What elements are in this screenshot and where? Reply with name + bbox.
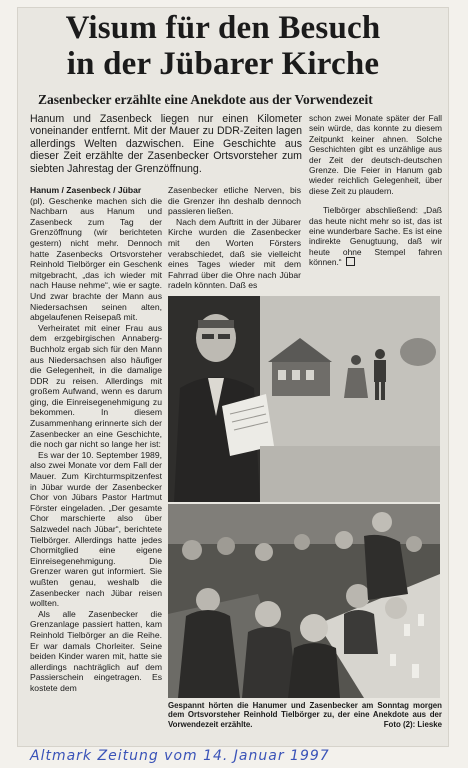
paragraph: Es war der 10. September 1989, also zwei Monate vor dem Fall der Mauer. Zum Kirchturmspitzenfest in Jübar wurde der Zasenbecker Chor von Jübars Pastor Hartmut Förster eingeladen. „Der gesamte Chor marschierte also über Salzwedel nach Jübar“, berichtete Tielbörger. Allerdings hatte jedes Chormitglied eine eigene Einreisegenehmigung. Die Grenzer waren gut informiert. Sie wußten genau, weshalb die Zasenbecker nach Jübar reisen wollten. xyxy=(30,449,162,609)
dateline: Hanum / Zasenbeck / Jübar xyxy=(30,185,142,195)
photo-speaker-image xyxy=(168,296,440,502)
column-2 xyxy=(168,185,301,291)
headline-line-1: Visum für den Besuch xyxy=(65,10,381,46)
column-1 xyxy=(30,185,162,694)
paragraph-text: (pl). Geschenke machen sich die Nachbarn aus Hanum und Zasenbeck zum Tag der Grenzöffnung (wir berichteten gestern) nicht mehr. Dennoch hatte Zasenbecks Ortsvorsteher Reinhold Tielbörger ein Geschenk mitgebracht, „das ich wieder mit nach Hause nehme“, wie er sagte. Und zwar brachte der Mann aus Niedersachsen seinen alten, abgelaufenen Reisepaß mit. xyxy=(30,195,162,323)
photo-caption xyxy=(168,701,442,729)
subheadline: Zasenbecker erzählte eine Anekdote aus der Vorwendezeit xyxy=(38,92,373,107)
paragraph: Als alle Zasenbecker die Grenzanlage passiert hatten, kam Reinhold Tielbörger an die Reihe. Er war damals Chorleiter. Seine beiden Kinder waren mit, hatte sie allerdings nachträglich auf dem Passierschein eingetragen. Es kostete dem xyxy=(30,608,162,693)
photo-speaker xyxy=(168,296,440,502)
headline xyxy=(22,10,424,82)
column-3 xyxy=(309,113,442,268)
paragraph-text: Tielbörger abschließend: „Daß das heute nicht mehr so ist, das ist eine wunderbare Sache. Es ist eine indirekte Genugtuung, daß wir heute ohne Stempel fahren können.“ xyxy=(309,205,442,268)
paragraph: schon zwei Monate später der Fall sein würde, das konnte zu diesem Zeitpunkt keiner ahnen. Solche Geschichten gibt es unzählige aus der Zeit der deutsch-deutschen Grenze. Die Feier in Hanum gab wieder reichlich Gelegenheit, über diese Zeit zu plaudern. xyxy=(309,113,442,196)
end-mark-icon xyxy=(346,257,355,266)
paragraph xyxy=(30,185,162,323)
paragraph: Zasenbecker etliche Nerven, bis die Grenzer ihn deshalb dennoch passieren ließen. xyxy=(168,185,301,217)
headline-line-2: in der Jübarer Kirche xyxy=(66,46,380,82)
paragraph xyxy=(309,205,442,267)
handwritten-source-note: Altmark Zeitung vom 14. Januar 1997 xyxy=(30,748,330,764)
photo-audience-image xyxy=(168,504,440,698)
caption-text: Gespannt hörten die Hanumer und Zasenbecker am Sonntag morgen dem Ortsvorsteher Reinhold Tielbörger zu, der eine Anekdote aus der Vorwendezeit erzählte. xyxy=(168,701,442,729)
photo-credit: Foto (2): Lieske xyxy=(383,719,442,729)
lead-paragraph: Hanum und Zasenbeck liegen nur einen Kilometer voneinander entfernt. Mit der Mauer zu DDR-Zeiten lagen allerdings Welten dazwischen. Eine Geschichte aus dieser Zeit erzählte der Zasenbecker Ortsvorsteher zum siebten Jahrestag der Grenzöffnung. xyxy=(30,113,302,175)
photo-audience xyxy=(168,504,440,698)
paragraph: Verheiratet mit einer Frau aus dem erzgebirgischen Annaberg-Buchholz ergab sich für den Mann aus Niedersachsen also häufiger die Gelegenheit, in die damalige DDR zu reisen. Allerdings mit großem Aufwand, wenn es darum ging, die Einreisegenehmigung zu bekommen. In diesem Zusammenhang erinnerte sich der Zasenbecker an eine Geschichte, die noch gar nicht so lange her ist: xyxy=(30,322,162,450)
paragraph: Nach dem Auftritt in der Jübarer Kirche wurden die Zasenbecker mit den Worten Försters verabschiedet, daß sie vielleicht eines Tages wieder mit dem Fahrrad über die Ohre nach Jübar radeln könnten. Daß es xyxy=(168,216,301,291)
